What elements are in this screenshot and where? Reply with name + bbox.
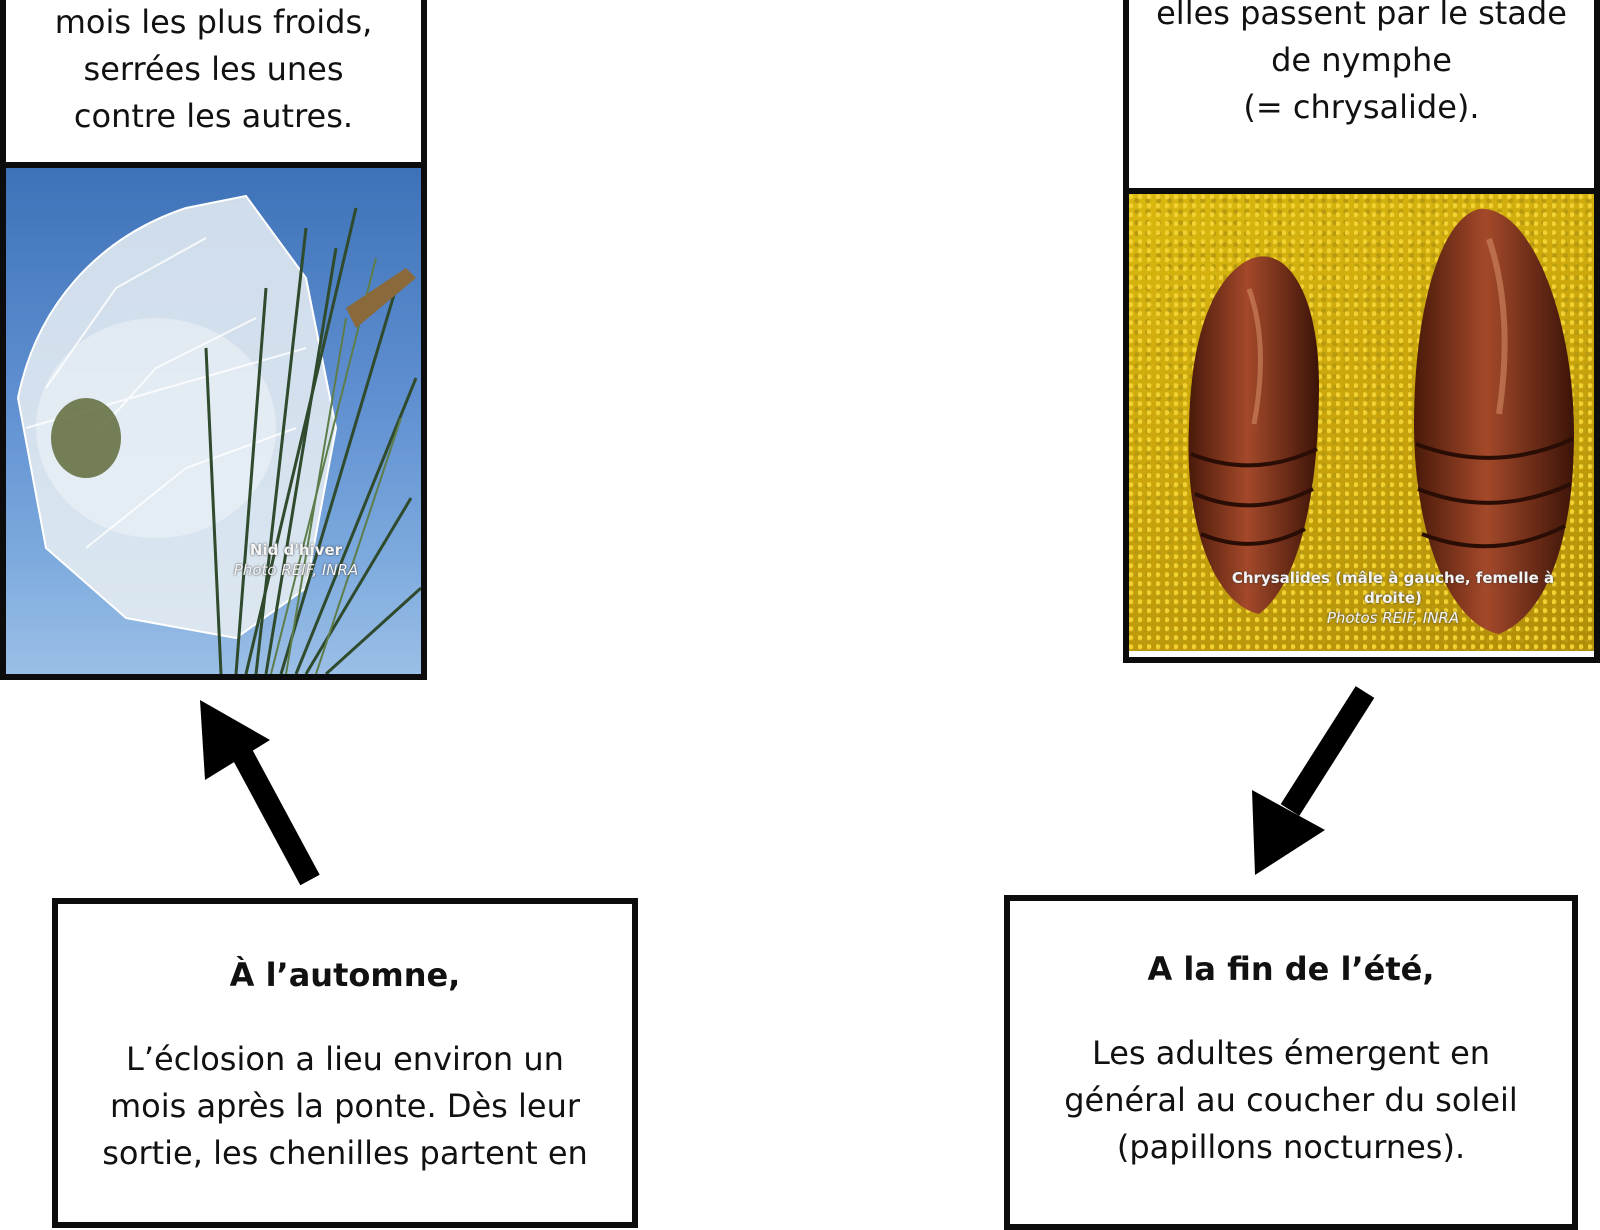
caption-text: droite)	[1364, 589, 1422, 607]
caption-text: Nid d'hiver	[249, 541, 343, 559]
arrow-down-icon	[1252, 692, 1365, 875]
text-line: mois les plus froids,	[54, 3, 373, 41]
text-line: serrées les unes	[83, 50, 344, 88]
autumn-box	[52, 898, 638, 1228]
photo-credit: Photos REIF, INRA	[1326, 609, 1460, 627]
text-line: sortie, les chenilles partent en	[102, 1134, 588, 1172]
text-line: mois après la ponte. Dès leur	[110, 1087, 580, 1125]
text-line: Les adultes émergent en	[1091, 1034, 1491, 1072]
arrow-up-icon	[200, 700, 310, 880]
text-line: contre les autres.	[73, 97, 354, 135]
text-line: (= chrysalide).	[1243, 88, 1480, 126]
text-line: de nymphe	[1271, 41, 1452, 79]
text-line: général au coucher du soleil	[1064, 1081, 1518, 1119]
caption-text: Chrysalides (mâle à gauche, femelle à	[1231, 569, 1555, 587]
text-line: (papillons nocturnes).	[1116, 1128, 1466, 1166]
text-line: elles passent par le stade	[1156, 0, 1567, 32]
text-line: L’éclosion a lieu environ un	[126, 1040, 564, 1078]
autumn-title: À l’automne,	[229, 956, 461, 994]
photo-credit: Photo REIF, INRA	[233, 561, 359, 579]
late-summer-title: A la fin de l’été,	[1147, 950, 1435, 988]
late-summer-box	[1004, 895, 1578, 1230]
